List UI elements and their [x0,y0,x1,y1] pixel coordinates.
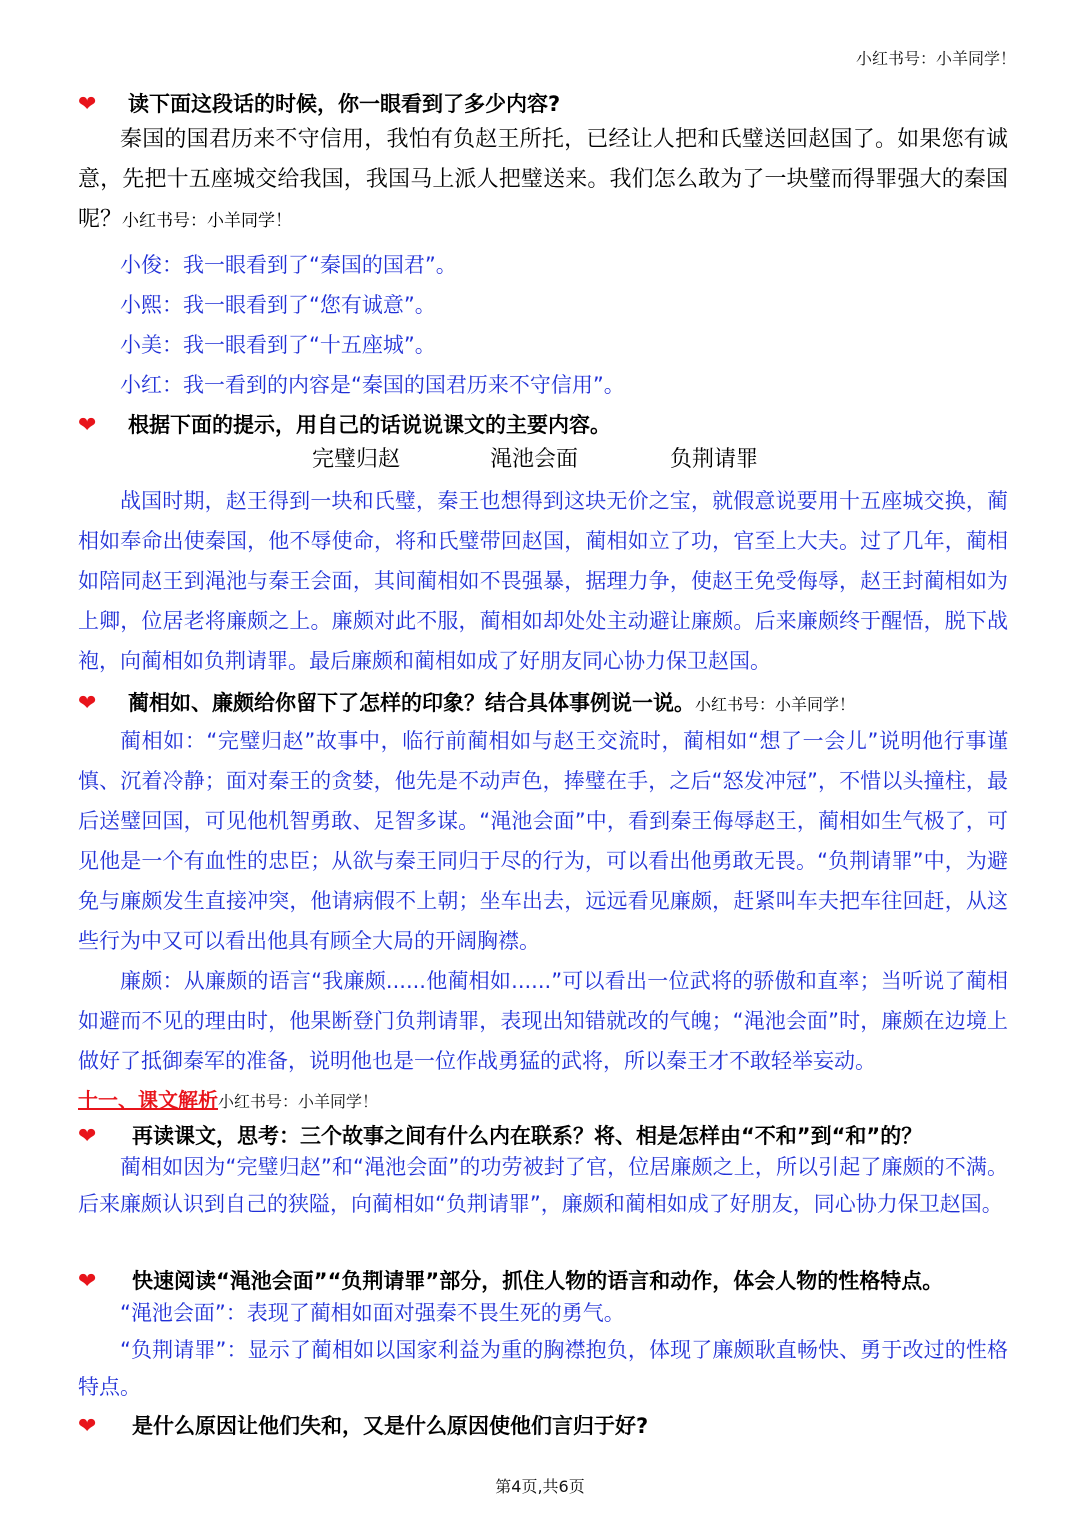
watermark-inline: 小红书号：小羊同学！ [122,211,293,231]
watermark-top: 小红书号：小羊同学！ [855,49,1016,68]
page-footer: 第4页,共6页 [495,1477,585,1496]
question-6 [78,1410,1010,1440]
impression-lin: 蔺相如：“完璧归赵”故事中，临行前蔺相如与赵王交流时，蔺相如“想了一会儿”说明他行事谨慎、沉着冷静；面对秦王的贪婪，他先是不动声色，捧璧在手，之后“怒发冲冠”，不惜以头撞柱，最后送璧回国，可见他机智勇敢、足智多谋。“渑池会面”中，看到秦王侮辱赵王，蔺相如生气极了，可见他是一个有血性的忠臣；从欲与秦王同归于尽的行为，可以看出他勇敢无畏。“负荆请罪”中，为避免与廉颇发生直接冲突，他请病假不上朝；坐车出去，远远看见廉颇，赶紧叫车夫把车往回赶，从这些行为中又可以看出他具有顾全大局的开阔胸襟。 [78,729,1008,953]
answer-5b: “负荆请罪”：显示了蔺相如以国家利益为重的胸襟抱负，体现了廉颇耿直畅快、勇于改过的性格特点。 [78,1338,1008,1399]
heart-icon: ❤ [78,413,97,438]
answer-5a: “渑池会面”：表现了蔺相如面对强秦不畏生死的勇气。 [120,1301,625,1325]
heart-icon: ❤ [78,92,97,117]
answer-xiaomei: 小美：我一眼看到了“十五座城”。 [120,333,436,357]
heart-icon: ❤ [78,1124,97,1149]
answer-xiaohong: 小红：我一看到的内容是“秦国的国君历来不守信用”。 [120,373,625,397]
section-title: 十一、课文解析 [78,1088,218,1112]
prompt-2: 渑池会面 [490,447,579,472]
question-4-text: 再读课文，思考：三个故事之间有什么内在联系？将、相是怎样由“不和”到“和”的？ [132,1124,923,1148]
question-3 [78,687,1010,717]
question-6-text: 是什么原因让他们失和，又是什么原因使他们言归于好? [132,1414,649,1438]
passage-text: 秦国的国君历来不守信用，我怕有负赵王所托，已经让人把和氏璧送回赵国了。如果您有诚意，先把十五座城交给我国，我国马上派人把璧送来。我们怎么敢为了一块璧而得罪强大的秦国呢？ [78,127,1008,232]
heart-icon: ❤ [78,1414,97,1439]
heart-icon: ❤ [78,691,97,716]
prompt-3: 负荆请罪 [670,447,759,472]
section-header [78,1084,378,1113]
question-5 [78,1265,1010,1295]
heart-icon: ❤ [78,1269,97,1294]
prompt-1: 完璧归赵 [312,447,401,472]
answer-4: 蔺相如因为“完璧归赵”和“渑池会面”的功劳被封了官，位居廉颇之上，所以引起了廉颇的不满。后来廉颇认识到自己的狭隘，向蔺相如“负荆请罪”，廉颇和蔺相如成了好朋友，同心协力保卫赵国。 [78,1155,1008,1216]
watermark-inline: 小红书号：小羊同学！ [218,1092,379,1111]
question-1-text: 读下面这段话的时候，你一眼看到了多少内容? [128,92,561,116]
answer-xiaoxi: 小熙：我一眼看到了“您有诚意”。 [120,293,436,317]
question-2-text: 根据下面的提示，用自己的话说说课文的主要内容。 [128,413,611,437]
impression-lian: 廉颇：从廉颇的语言“我廉颇......他蔺相如......”可以看出一位武将的骄傲和直率；当听说了蔺相如避而不见的理由时，他果断登门负荆请罪，表现出知错就改的气魄；“渑池会面”时，廉颇在边境上做好了抵御秦军的准备，说明他也是一位作战勇猛的武将，所以秦王才不敢轻举妄动。 [78,969,1008,1073]
answer-xiaojun: 小俊：我一眼看到了“秦国的国君”。 [120,253,457,277]
watermark-inline: 小红书号：小羊同学！ [695,695,856,714]
question-4 [78,1120,1010,1150]
question-2 [78,409,1010,439]
question-3-text: 蔺相如、廉颇给你留下了怎样的印象？结合具体事例说一说。 [128,691,695,715]
question-5-text: 快速阅读“渑池会面”“负荆请罪”部分，抓住人物的语言和动作，体会人物的性格特点。 [132,1269,944,1293]
passage [78,120,1008,240]
question-1 [78,88,1010,118]
summary: 战国时期，赵王得到一块和氏璧，秦王也想得到这块无价之宝，就假意说要用十五座城交换，蔺相如奉命出使秦国，他不辱使命，将和氏璧带回赵国，蔺相如立了功，官至上大夫。过了几年，蔺相如陪同赵王到渑池与秦王会面，其间蔺相如不畏强暴，据理力争，使赵王免受侮辱，赵王封蔺相如为上卿，位居老将廉颇之上。廉颇对此不服，蔺相如却处处主动避让廉颇。后来廉颇终于醒悟，脱下战袍，向蔺相如负荆请罪。最后廉颇和蔺相如成了好朋友同心协力保卫赵国。 [78,489,1008,673]
